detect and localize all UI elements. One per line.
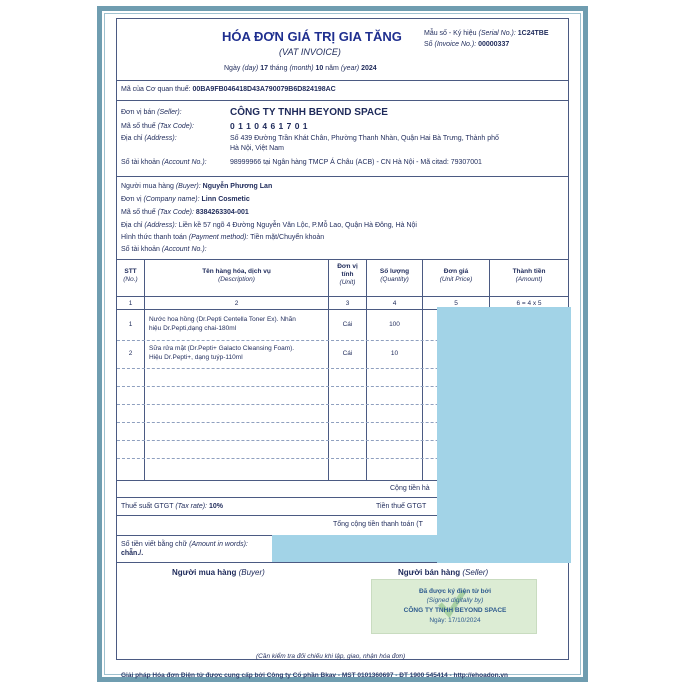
buyer-payment-row: Hình thức thanh toán (Payment method): Tiền mặt/Chuyển khoản bbox=[121, 234, 325, 241]
seller-address-label: Địa chỉ (Address): bbox=[121, 135, 177, 142]
table-col-line bbox=[144, 259, 145, 480]
table-header-bottom bbox=[116, 296, 569, 297]
row-2-quantity: 10 bbox=[390, 350, 399, 357]
column-header-description: Tên hàng hóa, dịch vụ (Description) bbox=[202, 268, 271, 283]
row-2-description-line-2: Hiệu Dr.Pepti+, dạng tuýp-110ml bbox=[149, 354, 243, 361]
invoice-subtitle: (VAT INVOICE) bbox=[279, 47, 341, 57]
signed-company: CÔNG TY TNHH BEYOND SPACE bbox=[403, 607, 507, 614]
row-2-description-line-1: Sữa rửa mặt (Dr.Pepti+ Galacto Cleansing Foam). bbox=[149, 345, 295, 352]
invoice-number: Số (Invoice No.): 00000337 bbox=[424, 41, 510, 48]
column-header-quantity: Số lượng (Quantity) bbox=[379, 268, 410, 283]
index-cell: 1 bbox=[128, 300, 133, 307]
vat-rate-row: Thuế suất GTGT (Tax rate): 10% bbox=[121, 503, 223, 510]
row-2-unit: Cái bbox=[342, 350, 353, 357]
row-1-description-line-1: Nước hoa hồng (Dr.Pepti Centella Toner Ex). Nhãn bbox=[149, 316, 296, 323]
table-col-line bbox=[422, 259, 423, 480]
row-1-description-line-2: hiệu Dr.Pepti,dạng chai-180ml bbox=[149, 325, 237, 332]
column-header-unit: Đơn vị tính (Unit) bbox=[337, 263, 358, 286]
vat-amount-label: Tiền thuế GTGT bbox=[376, 503, 427, 510]
index-cell: 5 bbox=[454, 300, 458, 307]
subtotal-label: Cộng tiền hà bbox=[390, 485, 430, 492]
seller-name-label: Đơn vị bán (Seller): bbox=[121, 109, 182, 116]
tax-authority-code: Mã của Cơ quan thuế: 00BA9FB046418D43A790079B6D824198AC bbox=[121, 86, 336, 93]
table-top bbox=[116, 259, 569, 260]
amount-in-words-tail: chẵn./. bbox=[121, 550, 144, 557]
serial-number: Mẫu số - Ký hiệu (Serial No.): 1C24TBE bbox=[424, 30, 549, 37]
index-cell: 6 = 4 x 5 bbox=[516, 300, 542, 307]
row-1-unit: Cái bbox=[342, 321, 353, 328]
index-cell: 3 bbox=[345, 300, 350, 307]
invoice-date: Ngày (day) 17 tháng (month) 10 năm (year) 2024 bbox=[224, 65, 377, 72]
seller-account-label: Số tài khoản (Account No.): bbox=[121, 159, 207, 166]
redaction-overlay bbox=[272, 535, 442, 562]
signed-by-en: (Signed digitally by) bbox=[426, 597, 484, 604]
row-2-no: 2 bbox=[128, 350, 133, 357]
digital-signature-box bbox=[371, 579, 537, 634]
column-header-amount: Thành tiền (Amount) bbox=[512, 268, 546, 283]
footer-note: (Cần kiểm tra đối chiếu khi lập, giao, nhận hóa đơn) bbox=[256, 653, 406, 660]
buyer-name-row: Người mua hàng (Buyer): Nguyễn Phương Lan bbox=[121, 183, 273, 190]
seller-signature-title: Người bán hàng (Seller) bbox=[398, 568, 489, 577]
buyer-tax-row: Mã số thuế (Tax Code): 8384263304-001 bbox=[121, 209, 249, 216]
buyer-account-row: Số tài khoản (Account No.): bbox=[121, 246, 207, 253]
amount-in-words-label: Số tiền viết bằng chữ (Amount in words): bbox=[121, 541, 248, 548]
buyer-signature-title: Người mua hàng (Buyer) bbox=[172, 568, 265, 577]
table-col-line bbox=[328, 259, 329, 480]
table-col-line bbox=[366, 259, 367, 480]
seller-tax-label: Mã số thuế (Tax Code): bbox=[121, 123, 194, 130]
total-label: Tổng cộng tiền thanh toán (T bbox=[333, 521, 423, 528]
redaction-overlay bbox=[437, 307, 571, 563]
index-cell: 2 bbox=[234, 300, 239, 307]
seller-tax-code: 0 1 1 0 4 6 1 7 0 1 bbox=[230, 121, 309, 131]
divider bbox=[116, 100, 569, 101]
divider bbox=[116, 80, 569, 81]
seller-name: CÔNG TY TNHH BEYOND SPACE bbox=[230, 107, 388, 118]
row-1-quantity: 100 bbox=[389, 321, 400, 328]
invoice-title: HÓA ĐƠN GIÁ TRỊ GIA TĂNG bbox=[222, 29, 402, 44]
buyer-company-row: Đơn vị (Company name): Linn Cosmetic bbox=[121, 196, 250, 203]
column-header-no: STT (No.) bbox=[123, 268, 138, 283]
seller-account: 98999966 tại Ngân hàng TMCP Á Châu (ACB) - CN Hà Nội - Mã citad: 79307001 bbox=[230, 159, 482, 166]
seller-address-line-1: Số 439 Đường Trần Khát Chân, Phường Thanh Nhàn, Quận Hai Bà Trưng, Thành phố bbox=[230, 135, 499, 142]
signed-date: Ngày: 17/10/2024 bbox=[429, 617, 481, 624]
seller-address-line-2: Hà Nội, Việt Nam bbox=[230, 145, 284, 152]
footer-provider: Giải pháp Hóa đơn Điện tử được cung cấp bởi Công ty Cổ phần Bkav - MST 0101360697 - ĐT 1900 545414 - http://ehoadon.vn bbox=[121, 672, 508, 679]
divider bbox=[116, 176, 569, 177]
column-header-unit-price: Đơn giá (Unit Price) bbox=[439, 268, 473, 283]
buyer-address-row: Địa chỉ (Address): Liền kề 57 ngõ 4 Đường Nguyễn Văn Lộc, P.Mỗ Lao, Quận Hà Đông, Hà Nội bbox=[121, 222, 417, 229]
row-1-no: 1 bbox=[128, 321, 133, 328]
index-cell: 4 bbox=[392, 300, 397, 307]
signed-by-label: Đã được ký điện tử bởi bbox=[418, 588, 492, 595]
